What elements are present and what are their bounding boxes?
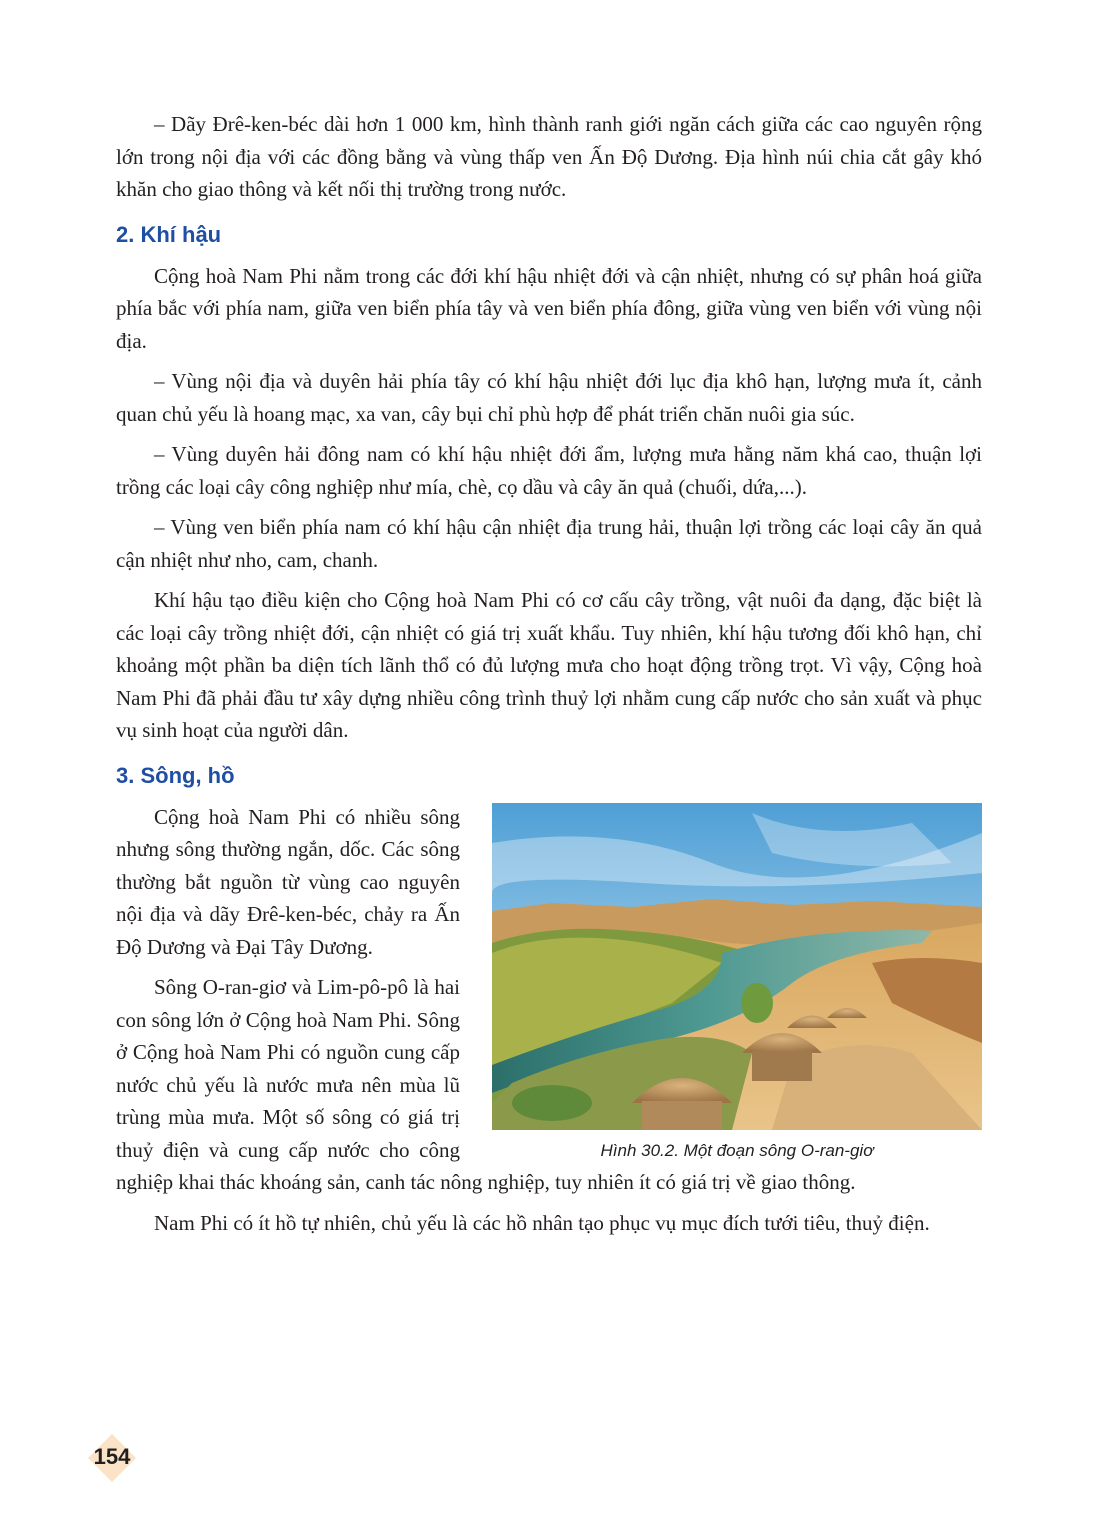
paragraph-climate-summary: Khí hậu tạo điều kiện cho Cộng hoà Nam Phi có cơ cấu cây trồng, vật nuôi đa dạng, đặc biệt là các loại cây trồng nhiệt đới, cận nhiệt có giá trị xuất khẩu. Tuy nhiên, khí hậu tương đối khô hạn, chỉ khoảng một phần ba diện tích lãnh thổ có đủ lượng mưa cho hoạt động trồng trọt. Vì vậy, Cộng hoà Nam Phi đã phải đầu tư xây dựng nhiều công trình thuỷ lợi nhằm cung cấp nước cho sản xuất và phục vụ sinh hoạt của người dân. — [116, 588, 982, 742]
page-number: 154 — [93, 1444, 131, 1469]
paragraph-rivers-major: Sông O-ran-giơ và Lim-pô-pô là hai con sông lớn ở Cộng hoà Nam Phi. Sông ở Cộng hoà Nam Phi có nguồn cung cấp nước chủ yếu là nước mưa nên mùa lũ trùng mùa mưa. Một số sông có giá trị thuỷ điện và cung cấp nước cho công nghiệp khai thác khoáng sản, canh tác nông nghiệp, tuy nhiên ít có giá trị về giao thông. — [116, 975, 856, 1194]
paragraph-climate-overview: Cộng hoà Nam Phi nằm trong các đới khí hậu nhiệt đới và cận nhiệt, nhưng có sự phân hoá giữa phía bắc với phía nam, giữa ven biển phía tây và ven biển phía đông, giữa vùng ven biển với vùng nội địa. — [116, 263, 982, 353]
paragraph-climate-south: – Vùng ven biển phía nam có khí hậu cận nhiệt địa trung hải, thuận lợi trồng các loại cây ăn quả cận nhiệt như nho, cam, chanh. — [116, 515, 982, 572]
paragraph-climate-southeast: – Vùng duyên hải đông nam có khí hậu nhiệt đới ẩm, lượng mưa hằng năm khá cao, thuận lợi trồng các loại cây công nghiệp như mía, chè, cọ dầu và cây ăn quả (chuối, dứa,...). — [116, 442, 982, 499]
orange-river-photo — [492, 803, 982, 1130]
figure-orange-river — [492, 803, 982, 1162]
figure-caption: Hình 30.2. Một đoạn sông O-ran-giơ — [600, 1140, 874, 1160]
page-number-badge — [84, 1430, 140, 1486]
paragraph-drakensberg: – Dãy Đrê-ken-béc dài hơn 1 000 km, hình thành ranh giới ngăn cách giữa các cao nguyên rộng lớn trong nội địa với các đồng bằng và vùng thấp ven Ấn Độ Dương. Địa hình núi chia cắt gây khó khăn cho giao thông và kết nối thị trường trong nước. — [116, 112, 982, 201]
paragraph-lakes: Nam Phi có ít hồ tự nhiên, chủ yếu là các hồ nhân tạo phục vụ mục đích tưới tiêu, thuỷ điện. — [154, 1210, 930, 1235]
paragraph-climate-interior: – Vùng nội địa và duyên hải phía tây có khí hậu nhiệt đới lục địa khô hạn, lượng mưa ít, cảnh quan chủ yếu là hoang mạc, xa van, cây bụi chỉ phù hợp để phát triển chăn nuôi gia súc. — [116, 369, 982, 426]
paragraph-rivers-overview: Cộng hoà Nam Phi có nhiều sông nhưng sông thường ngắn, dốc. Các sông thường bắt nguồn từ vùng cao nguyên nội địa và dãy Đrê-ken-béc, chảy ra Ấn Độ Dương và Đại Tây Dương. — [116, 804, 460, 959]
heading-climate: 2. Khí hậu — [116, 221, 222, 247]
page-content — [116, 108, 982, 1247]
heading-rivers: 3. Sông, hồ — [116, 762, 235, 788]
